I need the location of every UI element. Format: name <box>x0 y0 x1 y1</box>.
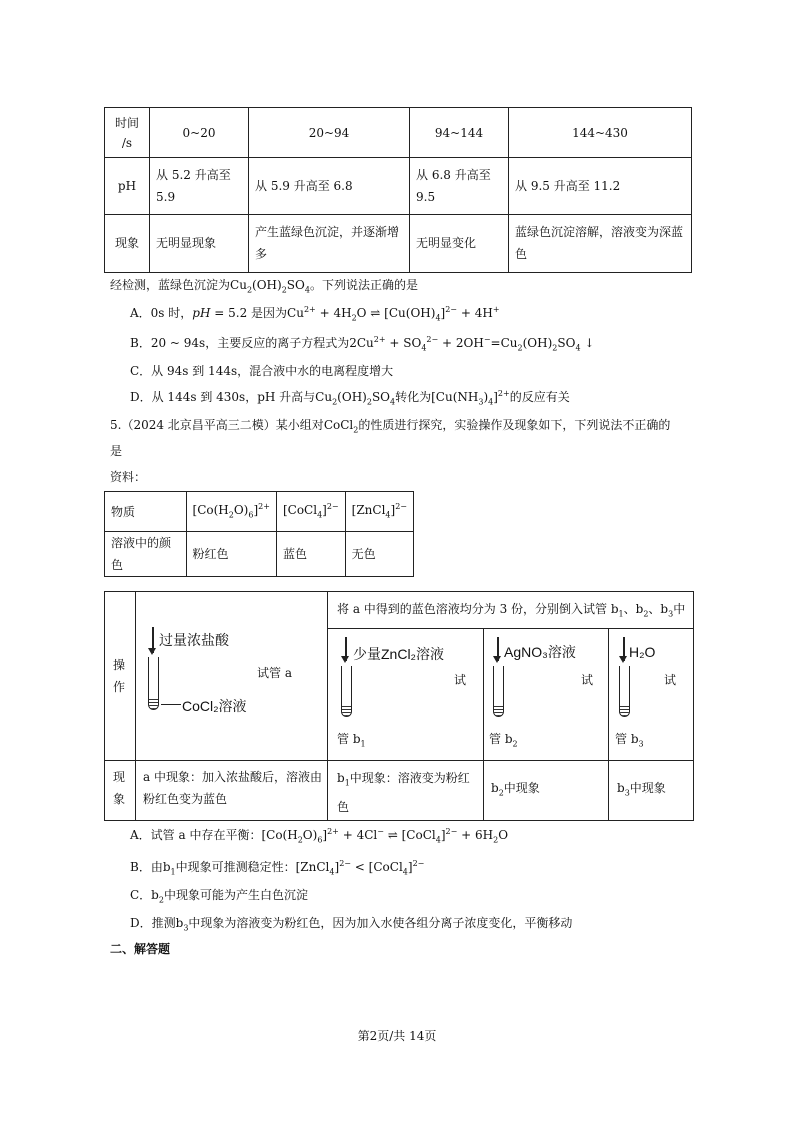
phenomenon-label: 现 象 <box>113 770 126 806</box>
q4-option-c: C．从 94s 到 144s，混合液中水的电离程度增大 <box>130 364 394 378</box>
q5-option-c: C．$b_2$中现象可能为产生白色沉淀 <box>130 888 308 905</box>
tube-a-label: 试管 a <box>257 666 292 680</box>
phenomenon-cell: 无明显变化 <box>410 214 509 272</box>
phenomenon-cell: 无明显现象 <box>150 214 249 272</box>
experiment-table: 操 作 过量浓盐酸 CoCl₂溶液 试管 a 将 a 中得到的蓝色溶液均分为 3 份，分别倒入试管 $b_1$、$b_2$、$b_3$中 少量ZnCl₂溶液 试 管 $b_1$ AgNO₃溶液 试 管 $b_2$ H₂O 试 管 $b_3$ 现 象 a 中现象：加入浓盐酸后，溶液由 粉红色变为蓝色 $b_1$中现象：溶液变为粉红 色 $b_2$中现象 $b_3$中现象 <box>104 591 694 821</box>
b2-reagent: AgNO₃溶液 <box>504 644 576 660</box>
b1-reagent: 少量ZnCl₂溶液 <box>353 646 444 662</box>
tube-b3-label: 管 $b_3$ <box>615 732 644 749</box>
b1-phenomenon: $b_1$中现象：溶液变为粉红 色 <box>337 771 470 815</box>
ph-label: pH <box>105 158 150 214</box>
b2-phenomenon: $b_2$中现象 <box>491 781 540 798</box>
header-0-20: 0~20 <box>150 108 249 158</box>
b3-reagent: H₂O <box>629 644 656 660</box>
header-time: 时间 /s <box>105 108 150 158</box>
ph-cell: 从 5.2 升高至 5.9 <box>150 158 249 214</box>
phenomenon-cell: 蓝绿色沉淀溶解，溶液变为深蓝 色 <box>509 214 692 272</box>
q4-option-a: A．0s 时，pH = 5.2 是因为$Cu^{2+} + 4H_2O$ ⇌ $[Cu(OH)_4]^{2-} + 4H^+$ <box>130 305 500 323</box>
phenomenon-label: 现象 <box>105 214 150 272</box>
q4-option-b: B．20 ~ 94s，主要反应的离子方程式为$2Cu^{2+} + SO_4^{2-} + 2OH^-=Cu_2(OH)_2SO_4$ ↓ <box>130 335 595 353</box>
down-arrow-icon <box>345 637 347 661</box>
test-tube-b3-icon <box>619 666 630 717</box>
q4-option-d: D．从 144s 到 430s，pH 升高与$Cu_2(OH)_2SO_4$转化为$[Cu(NH_3)_4]^{2+}$的反应有关 <box>130 389 570 407</box>
substance-label: 物质 <box>105 492 187 532</box>
color-cell: 粉红色 <box>186 532 276 577</box>
q5-option-b: B．由$b_1$中现象可推测稳定性：[ZnCl$_4$]$^{2-}$ < [CoCl$_4$]$^{2-}$ <box>130 859 425 877</box>
q5-option-a: A．试管 a 中存在平衡：$[Co(H_2O)_6]^{2+} + 4Cl^-$ ⇌ [CoCl$_4$]$^{2-}$ + $6H_2O$ <box>130 827 509 845</box>
test-tube-a-icon <box>148 657 159 710</box>
page-footer: 第2页/共 14页 <box>357 1029 437 1043</box>
ph-cell: 从 6.8 升高至 9.5 <box>410 158 509 214</box>
tube-a-reagent: 过量浓盐酸 <box>159 632 229 648</box>
phenomenon-cell: 产生蓝绿色沉淀，并逐渐增 多 <box>249 214 410 272</box>
test-tube-b1-icon <box>341 666 352 717</box>
split-instruction: 将 a 中得到的蓝色溶液均分为 3 份，分别倒入试管 $b_1$、$b_2$、$b_3$中 <box>337 602 686 619</box>
material-label: 资料： <box>110 470 147 484</box>
header-144-430: 144~430 <box>509 108 692 158</box>
complex-co-h2o: $[Co(H_2O)_6]^{2+}$ <box>186 492 276 532</box>
complex-cocl4: [CoCl$_4$]$^{2-}$ <box>276 492 345 532</box>
q4-stem: 经检测，蓝绿色沉淀为$Cu_2(OH)_2SO_4$。下列说法正确的是 <box>110 278 418 295</box>
a-phenomenon: a 中现象：加入浓盐酸后，溶液由 粉红色变为蓝色 <box>143 770 322 806</box>
header-20-94: 20~94 <box>249 108 410 158</box>
q5-option-d: D．推测$b_3$中现象为溶液变为粉红色，因为加入水使各组分离子浓度变化，平衡移动 <box>130 916 573 933</box>
color-cell: 无色 <box>345 532 413 577</box>
header-94-144: 94~144 <box>410 108 509 158</box>
ph-cell: 从 5.9 升高至 6.8 <box>249 158 410 214</box>
color-cell: 蓝色 <box>276 532 345 577</box>
down-arrow-icon <box>497 637 499 661</box>
tube-a-solution: CoCl₂溶液 <box>182 698 247 714</box>
down-arrow-icon <box>623 637 625 661</box>
operation-label: 操 作 <box>113 658 126 694</box>
down-arrow-icon <box>152 627 154 653</box>
tube-b2-label: 管 $b_2$ <box>489 732 518 749</box>
ph-cell: 从 9.5 升高至 11.2 <box>509 158 692 214</box>
section-heading: 二、解答题 <box>110 942 171 956</box>
q5-stem: 5.（2024 北京昌平高三二模）某小组对CoCl$_2$的性质进行探究，实验操作及现象如下，下列说法不正确的 是 资料： <box>110 418 671 484</box>
b3-phenomenon: $b_3$中现象 <box>617 781 666 798</box>
complex-color-table <box>104 491 414 577</box>
complex-zncl4: [ZnCl$_4$]$^{2-}$ <box>345 492 413 532</box>
tube-b1-label: 管 $b_1$ <box>337 732 366 749</box>
test-tube-b2-icon <box>493 666 504 717</box>
color-label: 溶液中的颜色 <box>105 532 187 577</box>
ph-time-table <box>104 107 692 273</box>
